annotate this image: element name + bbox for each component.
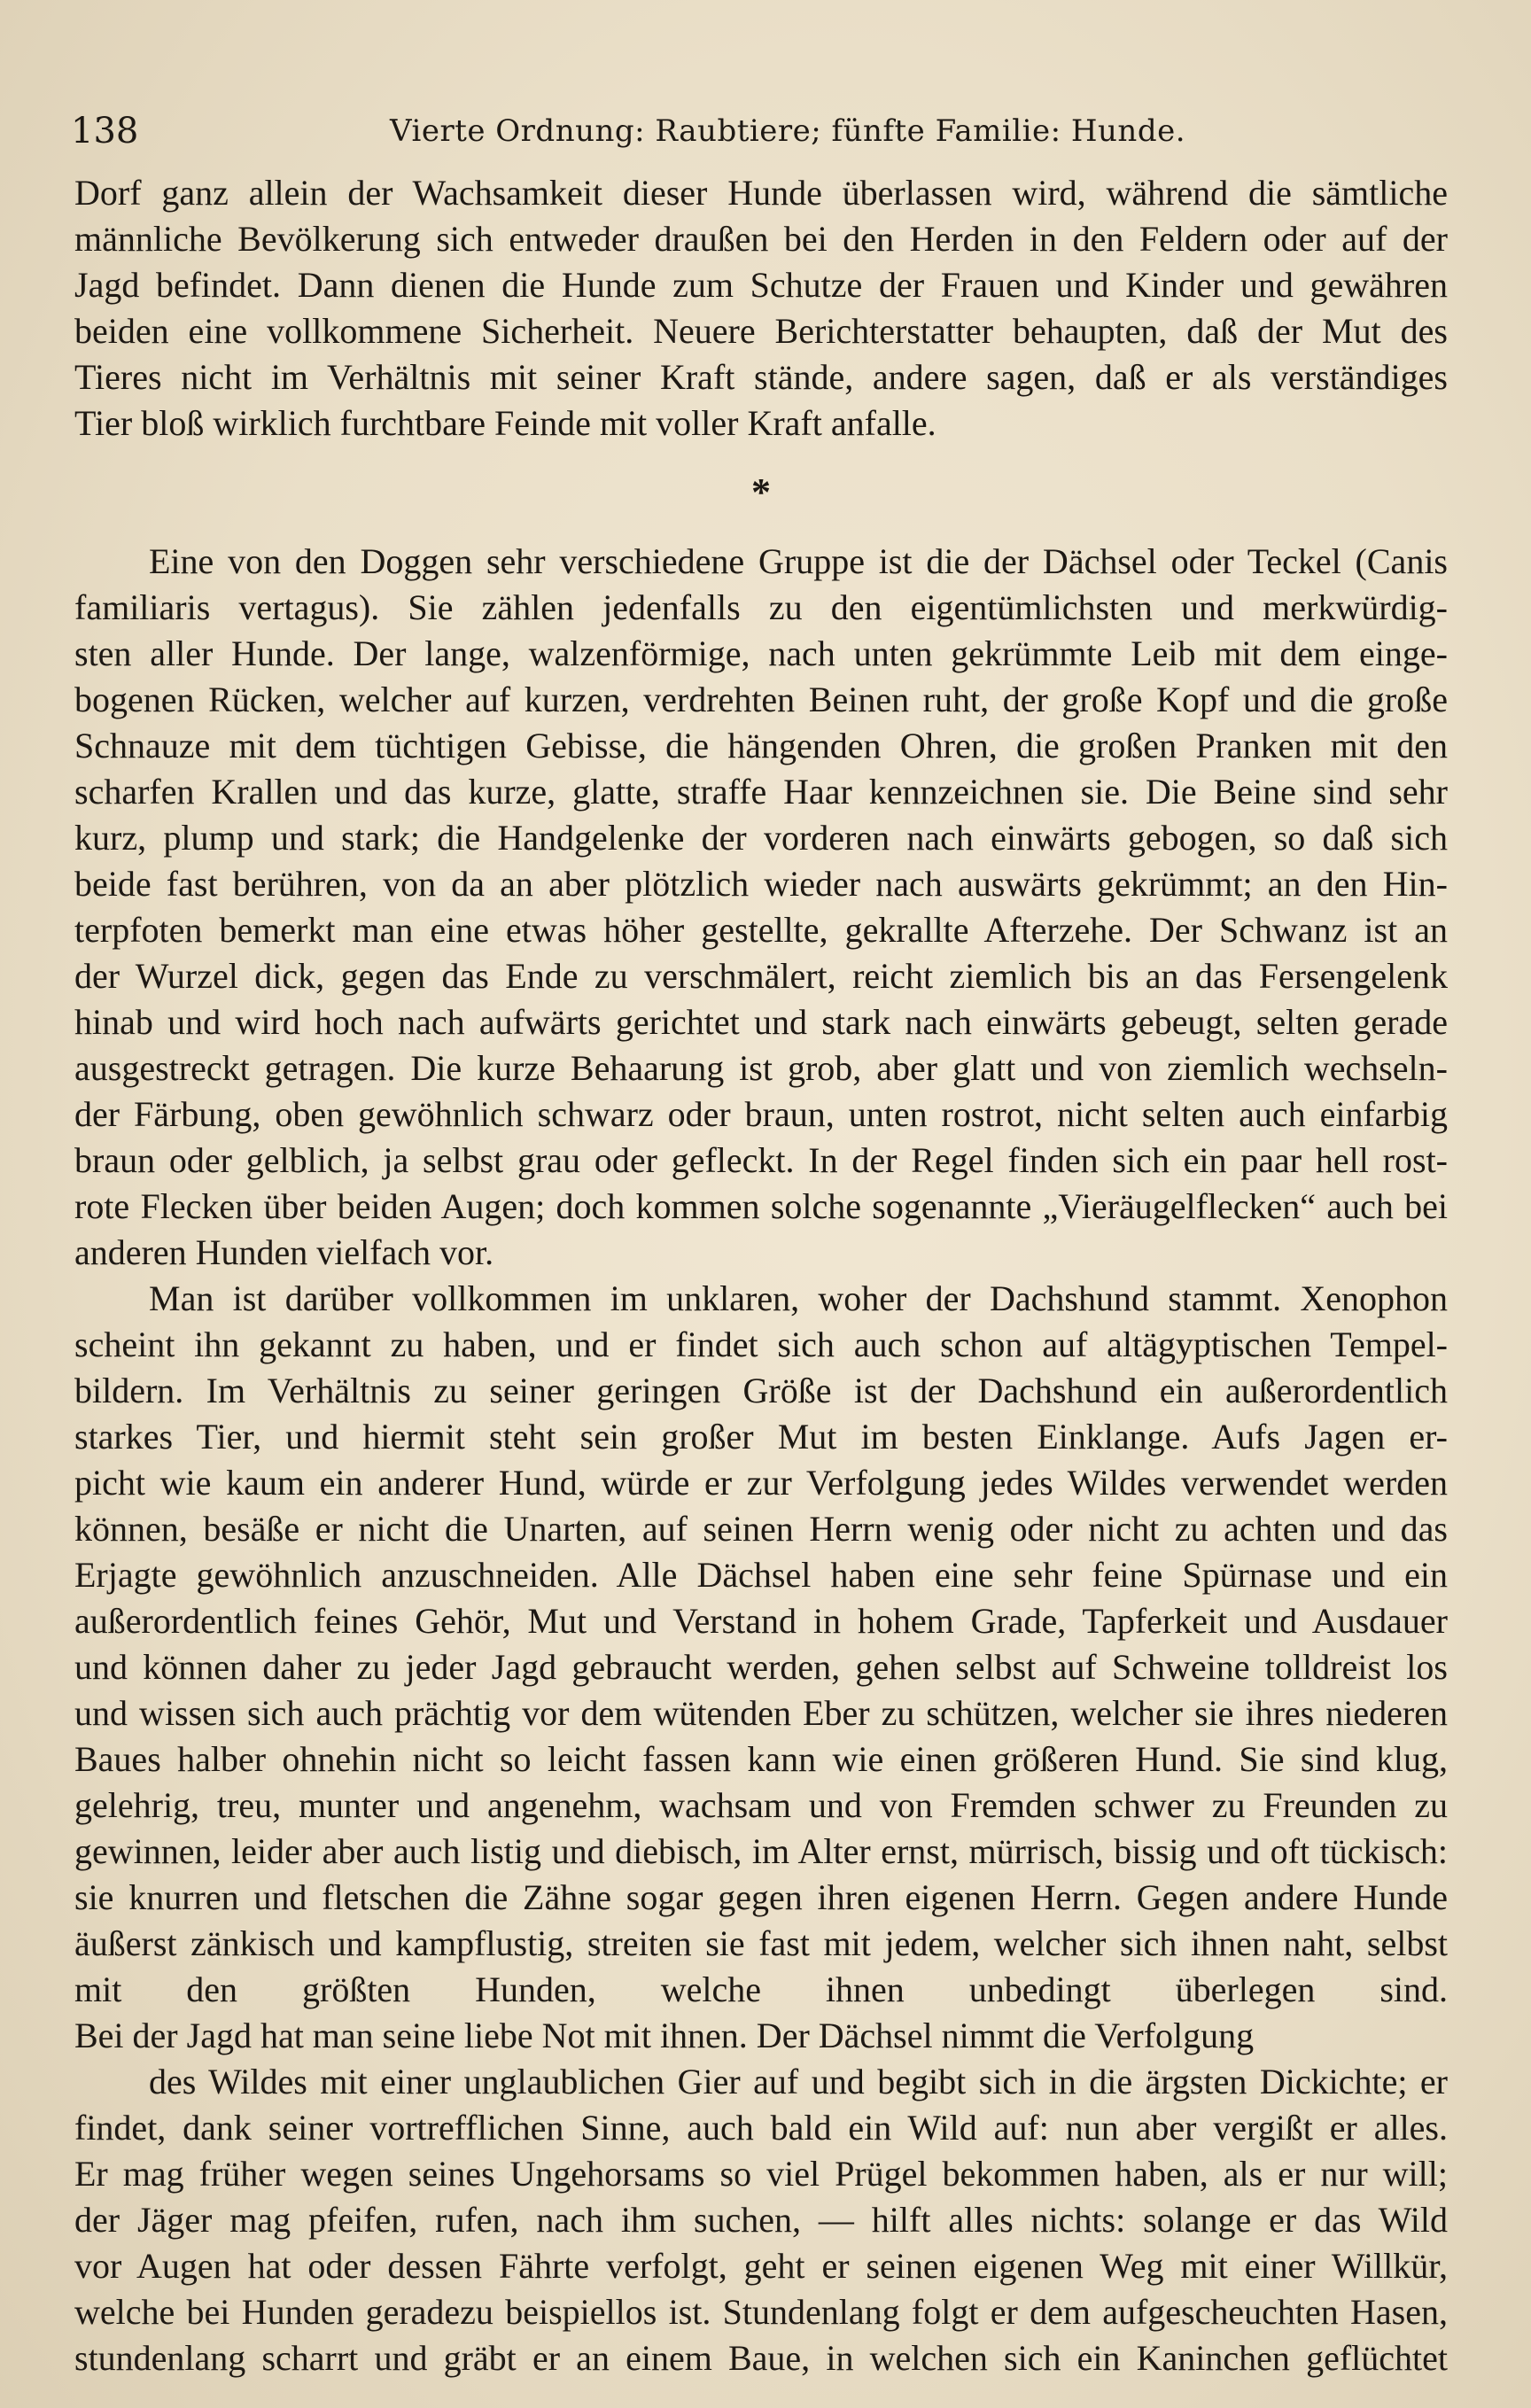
text-line: gelehrig, treu, munter und angenehm, wachsam und von Fremden schwer zu Freunden zu bbox=[74, 1785, 1448, 1825]
text-line: mit den größten Hunden, welche ihnen unbedingt überlegen sind. bbox=[74, 1969, 1448, 2009]
text-line: beide fast berühren, von da an aber plötzlich wieder nach auswärts gekrümmt; an den Hin- bbox=[74, 864, 1448, 904]
text-line: findet, dank seiner vortrefflichen Sinne, auch bald ein Wild auf: nun aber vergißt er alles. bbox=[74, 2108, 1448, 2148]
text-line: bildern. Im Verhältnis zu seiner geringen Größe ist der Dachshund ein außerordentlich bbox=[74, 1371, 1448, 1410]
text-body bbox=[74, 170, 1448, 2408]
text-line: vor Augen hat oder dessen Fährte verfolgt, geht er seinen eigenen Weg mit einer Willkür, bbox=[74, 2246, 1448, 2286]
text-line: Dorf ganz allein der Wachsamkeit dieser Hunde überlassen wird, während die sämtliche bbox=[74, 173, 1448, 213]
text-line: männliche Bevölkerung sich entweder draußen bei den Herden in den Feldern oder auf der bbox=[74, 219, 1448, 259]
text-line: ausgestreckt getragen. Die kurze Behaarung ist grob, aber glatt und von ziemlich wechseln- bbox=[74, 1048, 1448, 1088]
text-line: welche bei Hunden geradezu beispiellos ist. Stundenlang folgt er dem aufgescheuchten Hasen, bbox=[74, 2292, 1448, 2332]
text-line: und können daher zu jeder Jagd gebraucht werden, gehen selbst auf Schweine tolldreist los bbox=[74, 1647, 1448, 1687]
text-line: können, besäße er nicht die Unarten, auf seinen Herrn wenig oder nicht zu achten und das bbox=[74, 1509, 1448, 1549]
text-line: Schnauze mit dem tüchtigen Gebisse, die hängenden Ohren, die großen Pranken mit den bbox=[74, 726, 1448, 765]
text-line: hinab und wird hoch nach aufwärts gerichtet und stark nach einwärts gebeugt, selten gerade bbox=[74, 1002, 1448, 1042]
text-line: Tier bloß wirklich furchtbare Feinde mit voller Kraft anfalle. bbox=[74, 403, 936, 443]
text-line: und wissen sich auch prächtig vor dem wütenden Eber zu schützen, welcher sie ihres niederen bbox=[74, 1693, 1448, 1733]
text-line: Bei der Jagd hat man seine liebe Not mit ihnen. Der Dächsel nimmt die Verfolgung bbox=[74, 2016, 1255, 2055]
running-header bbox=[71, 105, 1435, 158]
text-line: Er mag früher wegen seines Ungehorsams so viel Prügel bekommen haben, als er nur will; bbox=[74, 2154, 1448, 2194]
text-line: Man ist darüber vollkommen im unklaren, woher der Dachshund stammt. Xenophon bbox=[149, 1278, 1448, 1318]
text-line: bogenen Rücken, welcher auf kurzen, verdrehten Beinen ruht, der große Kopf und die große bbox=[74, 680, 1448, 719]
text-line: Erjagte gewöhnlich anzuschneiden. Alle Dächsel haben eine sehr feine Spürnase und ein bbox=[74, 1555, 1448, 1595]
text-line: terpfoten bemerkt man eine etwas höher gestellte, gekrallte Afterzehe. Der Schwanz ist an bbox=[74, 910, 1448, 950]
section-separator: * bbox=[751, 470, 771, 514]
text-line: Baues halber ohnehin nicht so leicht fassen kann wie einen größeren Hund. Sie sind klug, bbox=[74, 1739, 1448, 1779]
text-line: des Wildes mit einer unglaublichen Gier auf und begibt sich in die ärgsten Dickichte; er bbox=[149, 2062, 1448, 2101]
text-line: äußerst zänkisch und kampflustig, streiten sie fast mit jedem, welcher sich ihnen naht, selbst bbox=[74, 1923, 1448, 1963]
text-line: beiden eine vollkommene Sicherheit. Neuere Berichterstatter behaupten, daß der Mut des bbox=[74, 311, 1448, 351]
text-line: scheint ihn gekannt zu haben, und er findet sich auch schon auf altägyptischen Tempel- bbox=[74, 1324, 1448, 1364]
text-line: rote Flecken über beiden Augen; doch kommen solche sogenannte „Vieräugelflecken“ auch bei bbox=[74, 1186, 1448, 1226]
text-line bbox=[74, 2381, 1448, 2408]
text-line: außerordentlich feines Gehör, Mut und Verstand in hohem Grade, Tapferkeit und Ausdauer bbox=[74, 1601, 1448, 1641]
text-line: Jagd befindet. Dann dienen die Hunde zum Schutze der Frauen und Kinder und gewähren bbox=[74, 265, 1448, 305]
text-line: der Wurzel dick, gegen das Ende zu verschmälert, reicht ziemlich bis an das Fersengelenk bbox=[74, 956, 1448, 996]
text-line: picht wie kaum ein anderer Hund, würde er zur Verfolgung jedes Wildes verwendet werden bbox=[74, 1463, 1448, 1503]
text-line: familiaris vertagus). Sie zählen jedenfalls zu den eigentümlichsten und merkwürdig- bbox=[74, 587, 1448, 627]
text-line: sten aller Hunde. Der lange, walzenförmige, nach unten gekrümmte Leib mit dem einge- bbox=[74, 633, 1448, 673]
text-line: anderen Hunden vielfach vor. bbox=[74, 1232, 494, 1272]
text-line: stundenlang scharrt und gräbt er an einem Baue, in welchen sich ein Kaninchen geflüchtet bbox=[74, 2338, 1448, 2378]
text-line: Eine von den Doggen sehr verschiedene Gruppe ist die der Dächsel oder Teckel (Canis bbox=[149, 541, 1448, 581]
text-line: braun oder gelblich, ja selbst grau oder gefleckt. In der Regel finden sich ein paar hell rost- bbox=[74, 1140, 1448, 1180]
text-line: kurz, plump und stark; die Handgelenke der vorderen nach einwärts gebogen, so daß sich bbox=[74, 818, 1448, 858]
text-line: der Jäger mag pfeifen, rufen, nach ihm suchen, — hilft alles nichts: solange er das Wild bbox=[74, 2200, 1448, 2240]
text-line: Tieres nicht im Verhältnis mit seiner Kraft stände, andere sagen, daß er als verständiges bbox=[74, 357, 1448, 397]
text-line: der Färbung, oben gewöhnlich schwarz oder braun, unten rostrot, nicht selten auch einfarbig bbox=[74, 1094, 1448, 1134]
text-line: gewinnen, leider aber auch listig und diebisch, im Alter ernst, mürrisch, bissig und oft tückisch: bbox=[74, 1831, 1448, 1871]
text-line: sie knurren und fletschen die Zähne sogar gegen ihren eigenen Herrn. Gegen andere Hunde bbox=[74, 1877, 1448, 1917]
text-line: scharfen Krallen und das kurze, glatte, straffe Haar kennzeichnen sie. Die Beine sind sehr bbox=[74, 772, 1448, 812]
text-line: starkes Tier, und hiermit steht sein großer Mut im besten Einklange. Aufs Jagen er- bbox=[74, 1417, 1448, 1456]
page-number: 138 bbox=[71, 111, 139, 151]
running-title: Vierte Ordnung: Raubtiere; fünfte Familie: Hunde. bbox=[390, 113, 1186, 149]
